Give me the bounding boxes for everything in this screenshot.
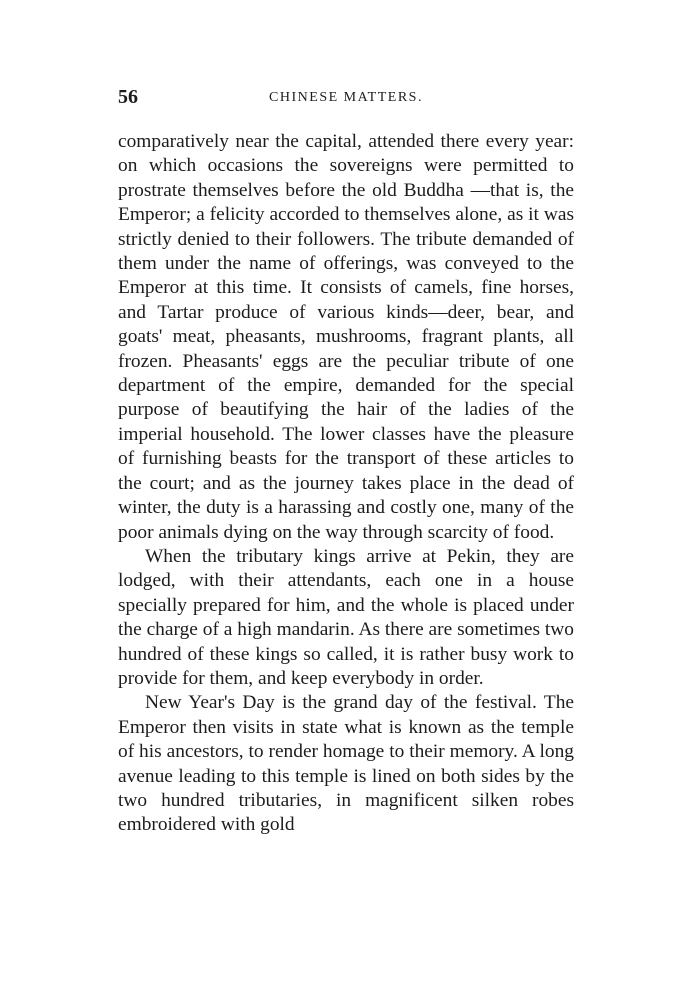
body-text [118, 130, 574, 838]
paragraph-continued: comparatively near the capital, attended there every year: on which occasions the sovereigns were permitted to prostrate themselves before the old Buddha —that is, the Emperor; a felicity accorded to themselves alone, as it was strictly denied to their followers. The tribute demanded of them under the name of offerings, was conveyed to the Emperor at this time. It consists of camels, fine horses, and Tartar produce of various kinds—deer, bear, and goats' meat, pheasants, mushrooms, fragrant plants, all frozen. Pheasants' eggs are the peculiar tribute of one department of the empire, demanded for the special purpose of beautifying the hair of the ladies of the imperial household. The lower classes have the pleasure of furnishing beasts for the transport of these articles to the court; and as the journey takes place in the dead of winter, the duty is a harassing and costly one, many of the poor animals dying on the way through scarcity of food. [118, 131, 574, 543]
running-head: CHINESE MATTERS. [269, 90, 423, 105]
page-number: 56 [118, 86, 138, 108]
page-header [118, 86, 574, 116]
paragraph: When the tributary kings arrive at Pekin, they are lodged, with their attendants, each one in a house specially prepared for him, and the whole is placed under the charge of a high mandarin. As there are sometimes two hundred of these kings so called, it is rather busy work to provide for them, and keep everybody in order. [118, 545, 574, 689]
book-page [118, 86, 574, 838]
paragraph: New Year's Day is the grand day of the festival. The Emperor then visits in state what is known as the temple of his ancestors, to render homage to their memory. A long avenue leading to this temple is lined on both sides by the two hundred tributaries, in magnificent silken robes embroidered with gold [118, 692, 574, 836]
